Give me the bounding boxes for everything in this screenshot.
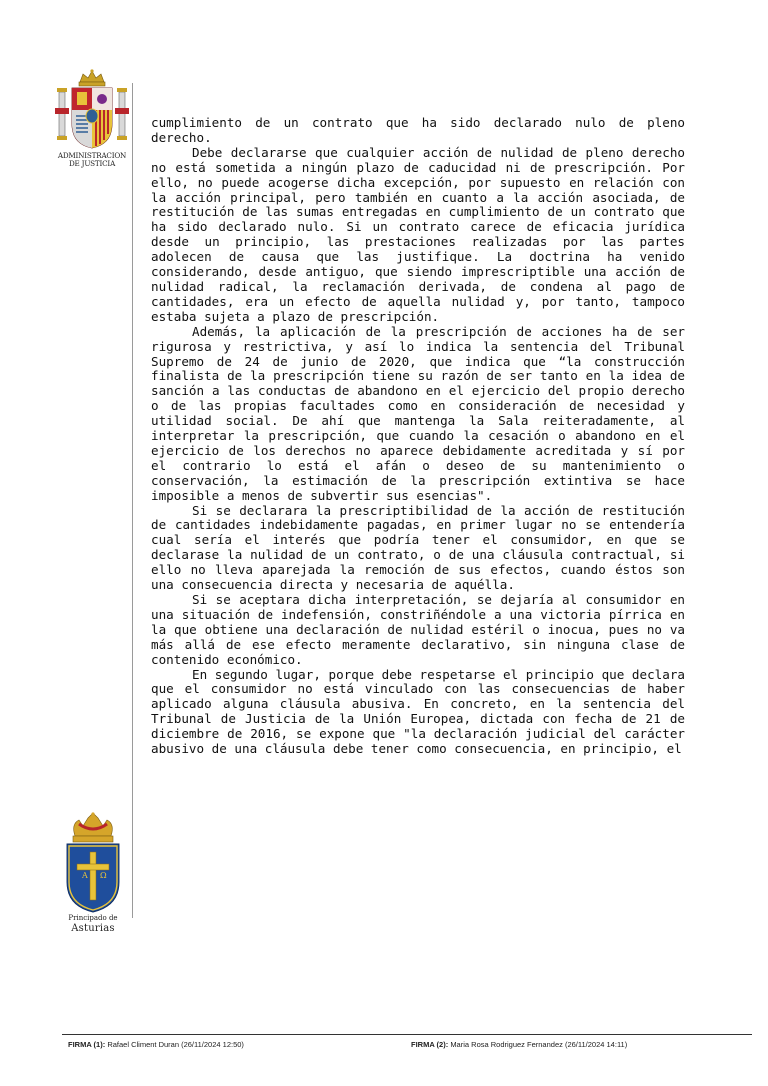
- paragraph: cumplimiento de un contrato que ha sido declarado nulo de pleno derecho.: [151, 115, 685, 145]
- svg-text:Ω: Ω: [100, 871, 107, 880]
- logo-caption-line2: DE JUSTICIA: [68, 159, 116, 169]
- paragraph: Debe declararse que cualquier acción de nulidad de pleno derecho no está sometida a ningún plazo de caducidad ni de prescripción. Por ello, no puede acogerse dicha excepción, por supuesto en relación con la acción principal, pero también en cuanto a la acción asociada, de restitución de las sumas entregadas en cumplimiento de un contrato que ha sido declarado nulo. Si un contrato carece de eficacia jurídica desde un principio, las prestaciones realizadas por las partes adolecen de causa que las justifique. La doctrina ha venido considerando, desde antiguo, que siendo imprescriptible una acción de nulidad radical, la reclamación derivada, de condena al pago de cantidades, era un efecto de aquella nulidad y, por tanto, tampoco estaba sujeta a plazo de prescripción.: [151, 144, 685, 324]
- margin-divider: [132, 83, 133, 918]
- paragraph: Si se aceptara dicha interpretación, se dejaría al consumidor en una situación de indefensión, constriñéndole a una victoria pírrica en la que obtiene una declaración de nulidad estéril o inocua, pues no va más allá de ese efecto meramente declarativo, sin ninguna clase de contenido económico.: [151, 592, 685, 667]
- paragraph: En segundo lugar, porque debe respetarse el principio que declara que el consumidor no está vinculado con las consecuencias de haber aplicado alguna cláusula abusiva. En concreto, en la sentencia del Tribunal de Justicia de la Unión Europea, dictada con fecha de 21 de diciembre de 2016, se expone que "la declaración judicial del carácter abusivo de una cláusula debe tener como consecuencia, en principio, el: [151, 666, 685, 757]
- logo-caption-line1: Principado de: [68, 914, 118, 922]
- administracion-justicia-logo: [52, 68, 132, 172]
- document-body: [151, 116, 685, 757]
- principado-asturias-logo: [55, 812, 131, 937]
- svg-text:A: A: [82, 871, 88, 880]
- signature-1-value: Rafael Climent Duran (26/11/2024 12:50): [107, 1040, 244, 1049]
- signature-2-value: Maria Rosa Rodriguez Fernandez (26/11/2024 14:11): [450, 1040, 628, 1049]
- logo-caption-line1: ADMINISTRACION: [57, 151, 127, 160]
- footer-divider: [62, 1034, 752, 1035]
- spain-coat-of-arms-icon: [52, 68, 132, 152]
- asturias-coat-of-arms-icon: [55, 812, 131, 914]
- signature-1: [68, 1040, 244, 1049]
- paragraph: Si se declarara la prescriptibilidad de la acción de restitución de cantidades indebidamente pagadas, en primer lugar no se entendería cual sería el interés que podría tener el consumidor, en que se declarase la nulidad de un contrato, o de una cláusula contractual, si ello no lleva aparejada la remoción de sus efectos, cuando éstos son una consecuencia directa y necesaria de aquélla.: [151, 502, 685, 593]
- signature-1-label: FIRMA (1):: [68, 1040, 106, 1049]
- signature-2-label: FIRMA (2):: [411, 1040, 449, 1049]
- signature-2: [411, 1040, 627, 1049]
- logo-caption-line2: Asturias: [71, 923, 115, 934]
- paragraph: Además, la aplicación de la prescripción de acciones ha de ser rigurosa y restrictiva, y así lo indica la sentencia del Tribunal Supremo de 24 de junio de 2020, que indica que “la construcción finalista de la prescripción tiene su razón de ser tanto en la idea de sanción a las conductas de abandono en el ejercicio del propio derecho o de las propias facultades como en consideración de necesidad y utilidad social. De ahí que mantenga la Sala reiteradamente, al interpretar la prescripción, que cuando la cesación o abandono en el ejercicio de los derechos no aparece debidamente acreditada y sí por el contrario lo está el afán o deseo de su mantenimiento o conservación, la estimación de la prescripción extintiva se hace imposible a menos de subvertir sus esencias".: [151, 323, 685, 503]
